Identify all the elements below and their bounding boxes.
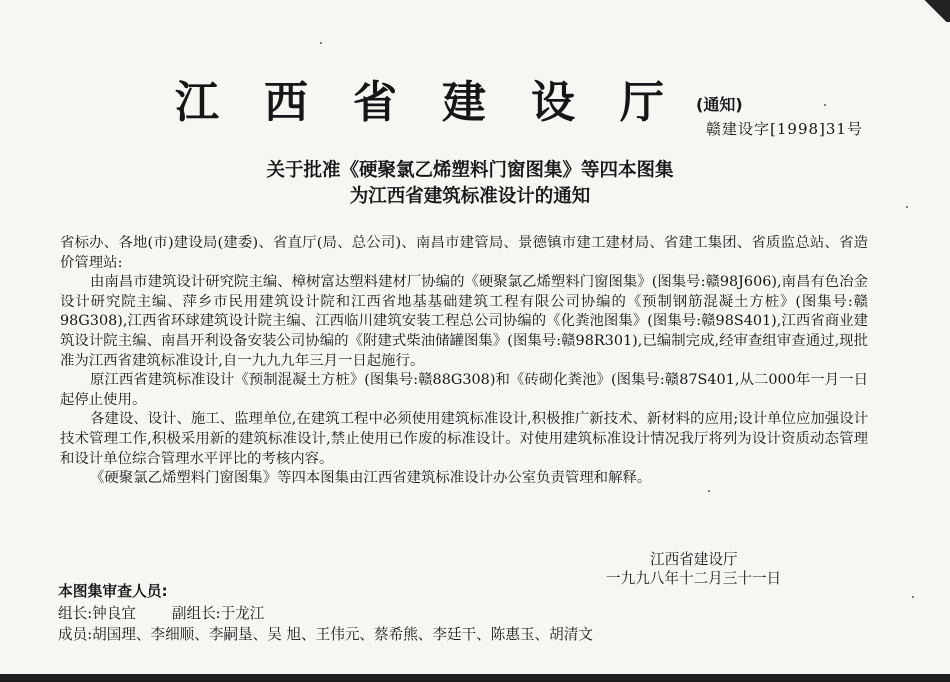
notice-body — [60, 234, 868, 489]
reviewers-members: 成员:胡国理、李细顺、李嗣垦、吴 旭、王伟元、蔡希熊、李廷干、陈惠玉、胡清文 — [58, 626, 593, 643]
scan-corner-shadow — [916, 0, 950, 22]
reviewers-deputy: 副组长:于龙江 — [171, 604, 265, 622]
reviewers-heading: 本图集审查人员: — [58, 583, 168, 600]
notice-subject — [0, 158, 950, 210]
subject-line-1: 关于批准《硬聚氯乙烯塑料门窗图集》等四本图集 — [266, 160, 674, 181]
notice-tag: (通知) — [696, 95, 743, 114]
body-paragraph-superseded: 原江西省建筑标准设计《预制混凝土方桩》(图集号:赣88G308)和《砖砌化粪池》(图集号:赣87S401,从二000年一月一日起停止使用。 — [60, 372, 868, 408]
document-number: 赣建设字[1998]31号 — [706, 120, 863, 138]
signature-organization: 江西省建设厅 — [650, 551, 738, 568]
body-paragraph-management: 《硬聚氯乙烯塑料门窗图集》等四本图集由江西省建筑标准设计办公室负责管理和解释。 — [90, 470, 652, 487]
scan-speck — [320, 42, 322, 44]
scan-bottom-edge — [0, 674, 950, 682]
reviewers-leader: 组长:钟良宜 — [58, 604, 136, 622]
scan-speck — [824, 104, 826, 106]
addressees: 省标办、各地(市)建设局(建委)、省直厅(局、总公司)、南昌市建管局、景德镇市建工建材局、省建工集团、省质监总站、省造价管理站: — [60, 235, 868, 271]
signature-date: 一九九八年十二月三十一日 — [606, 570, 782, 587]
scan-speck — [708, 490, 710, 492]
reviewers-block — [58, 581, 593, 646]
scan-speck — [912, 596, 914, 598]
reviewers-leaders-row — [58, 603, 593, 625]
subject-line-2: 为江西省建筑标准设计的通知 — [349, 186, 591, 207]
body-paragraph-requirements: 各建设、设计、施工、监理单位,在建筑工程中必须使用建筑标准设计,积极推广新技术、新材料的应用;设计单位应加强设计技术管理工作,积极采用新的建筑标准设计,禁止使用已作废的标准设计。对使用建筑标准设计情况我厅将列为设计资质动态管理和设计单位综合管理水平评比的考核内容。 — [60, 411, 868, 467]
body-paragraph-approval: 由南昌市建筑设计研究院主编、樟树富达塑料建材厂协编的《硬聚氯乙烯塑料门窗图集》(图集号:赣98J606),南昌有色冶金设计研究院主编、萍乡市民用建筑设计院和江西省地基基础建筑工程有限公司协编的《预制钢筋混凝土方桩》(图集号:赣98G308),江西省环球建筑设计院主编、江西临川建筑安装工程总公司协编的《化粪池图集》(图集号:赣98S401),江西省商业建筑设计院主编、南昌开利设备安装公司协编的《附建式柴油储罐图集》(图集号:赣98R301),已编制完成,经审查组审查通过,现批准为江西省建筑标准设计,自一九九九年三月一日起施行。 — [60, 274, 868, 369]
department-title: 江西省建设厅 — [175, 77, 709, 128]
